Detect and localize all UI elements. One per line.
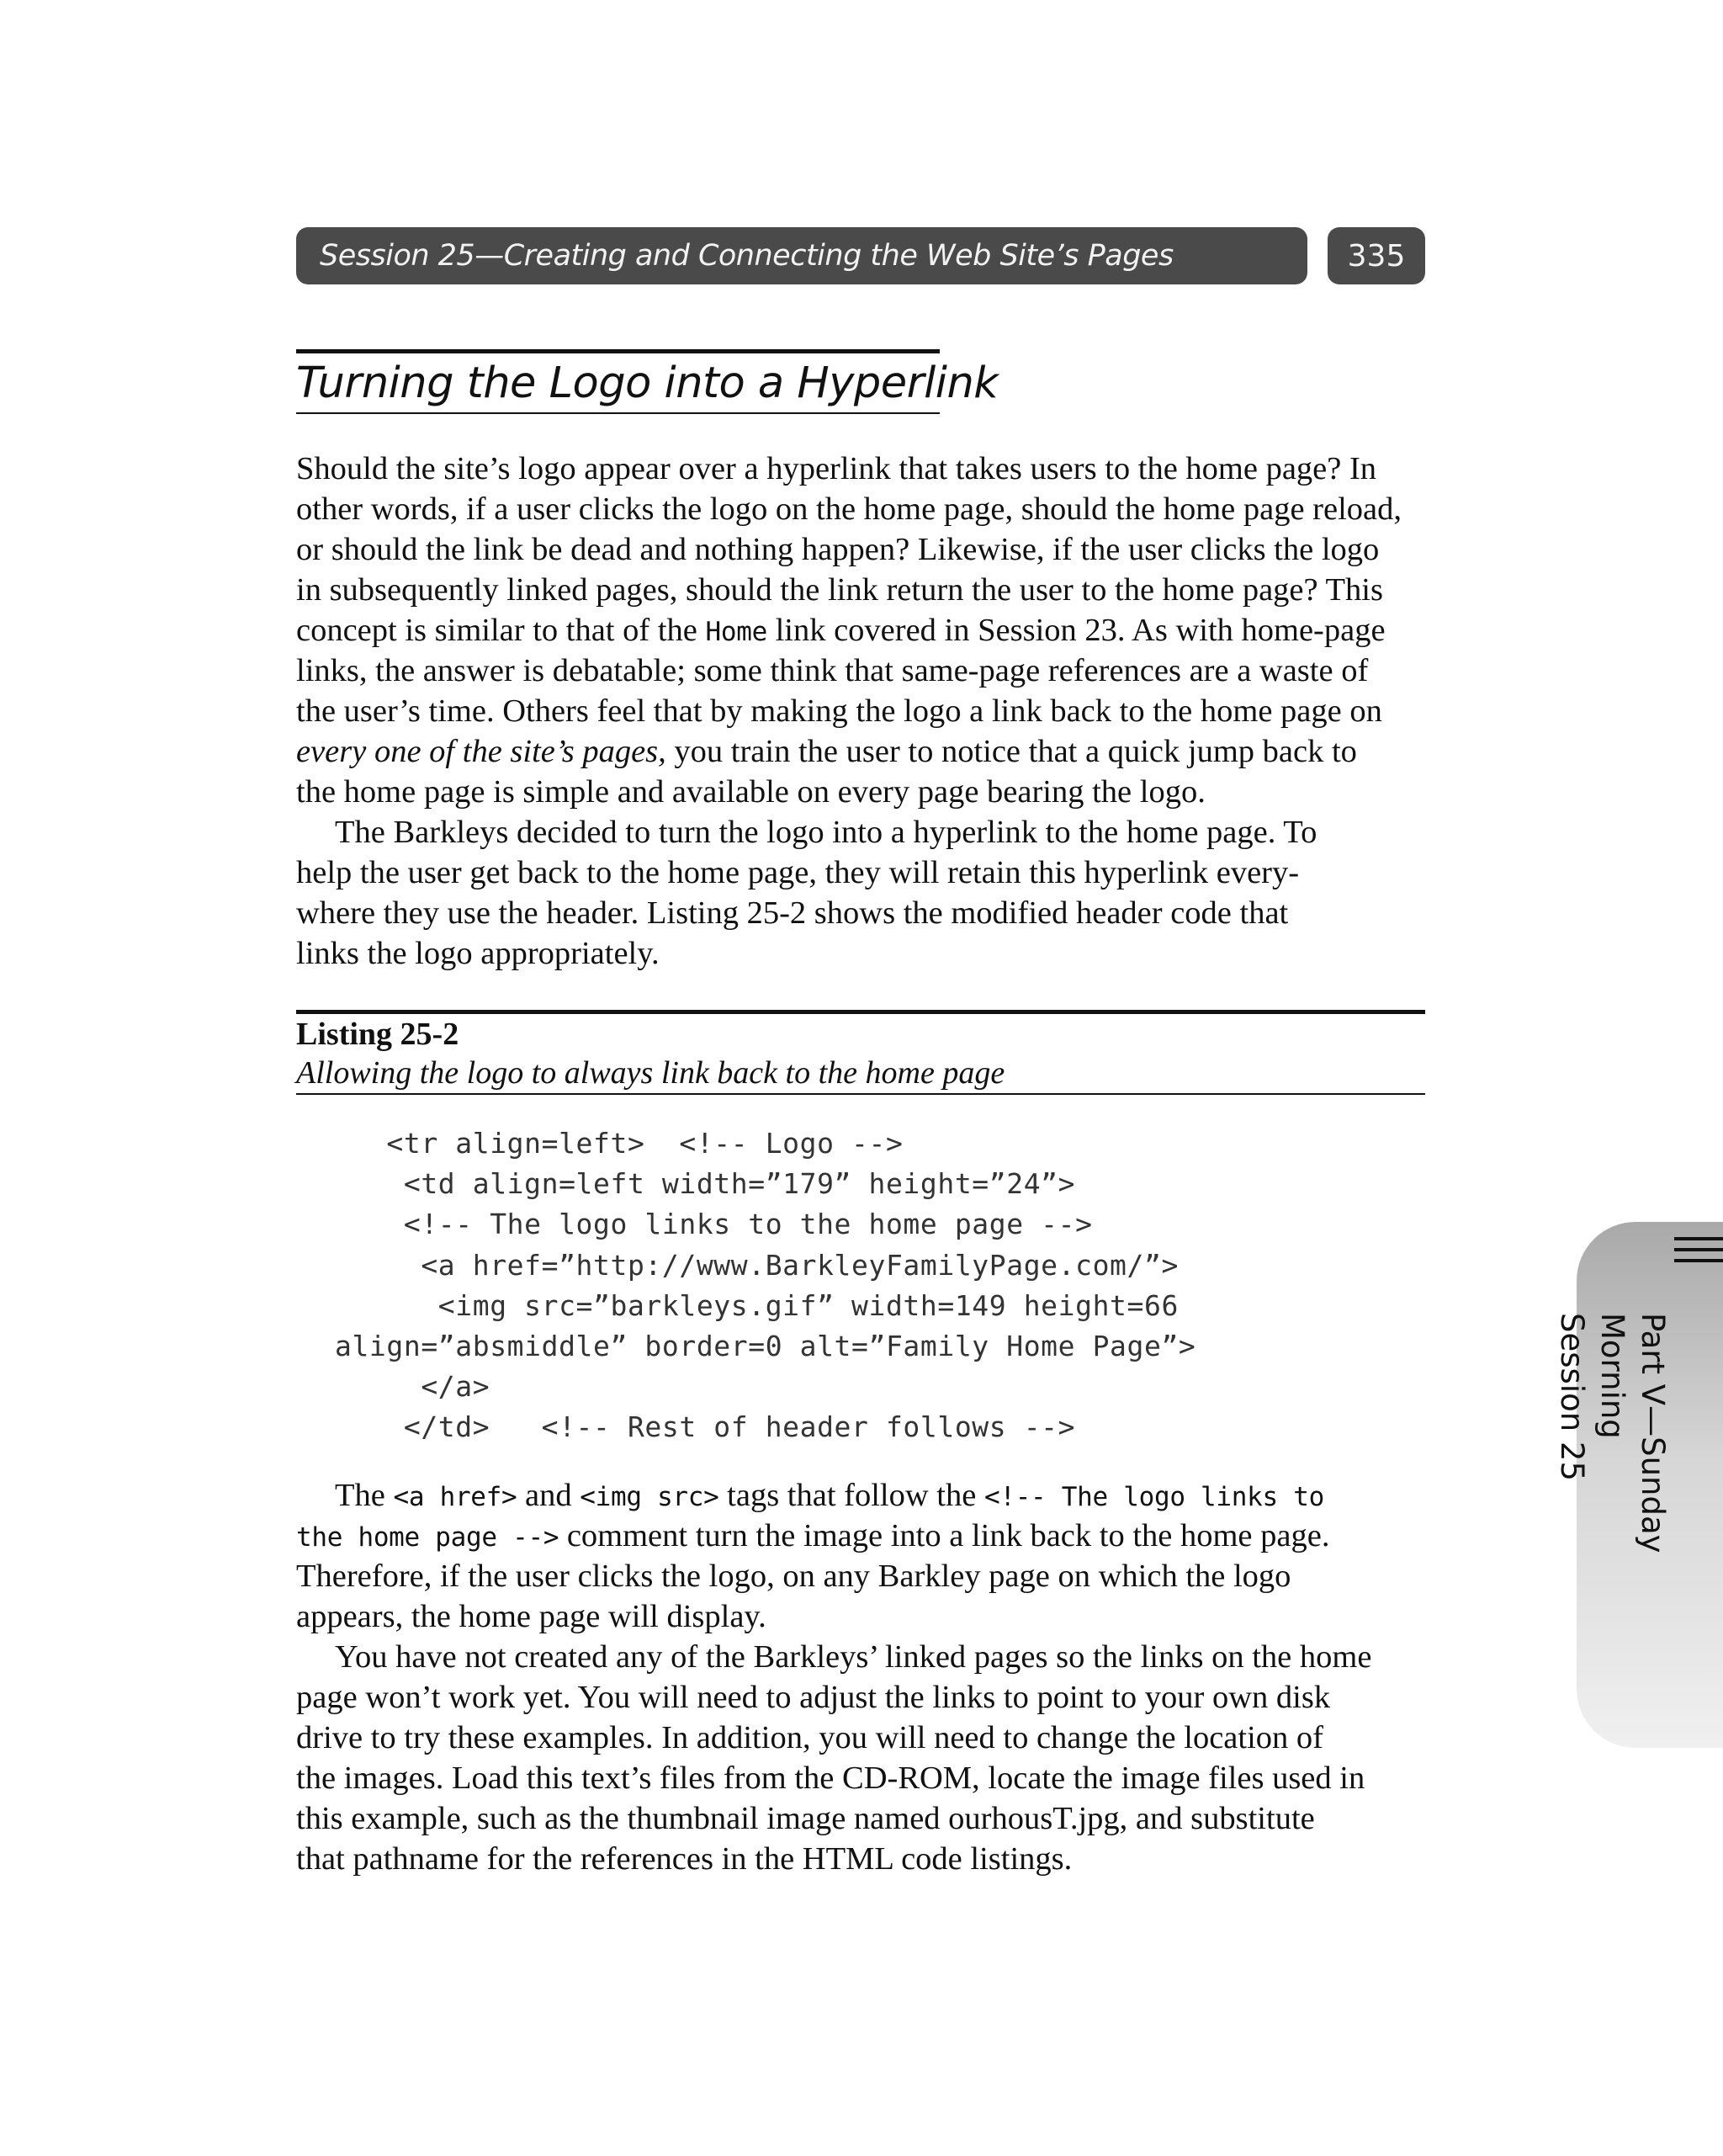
listing-caption: Allowing the logo to always link back to the home page (296, 1055, 1005, 1091)
text-line (296, 610, 1428, 651)
text-line (296, 731, 1428, 772)
text-run: tags that follow the (718, 1478, 984, 1513)
side-tab-session: Session 25 (1554, 1313, 1590, 1482)
code-line: align=”absmiddle” border=0 alt=”Family Home Page”> (335, 1329, 1196, 1362)
code-line: <!-- The logo links to the home page --> (335, 1208, 1093, 1241)
paragraph-4 (296, 1637, 1428, 1879)
text-line: or should the link be dead and nothing happen? Likewise, if the user clicks the logo (296, 532, 1380, 567)
text-line (296, 1475, 1428, 1516)
text-run: comment turn the image into a link back to the home page. (559, 1518, 1330, 1553)
section-title: Turning the Logo into a Hyperlink (296, 358, 999, 408)
code-line: <a href=”http://www.BarkleyFamilyPage.com/”> (335, 1248, 1179, 1282)
side-tab-rule (1674, 1248, 1723, 1251)
listing-top-rule (296, 1010, 1425, 1014)
text-line: the home page is simple and available on every page bearing the logo. (296, 774, 1206, 810)
text-line: in subsequently linked pages, should the link return the user to the home page? This (296, 572, 1383, 608)
paragraph-2 (296, 812, 1428, 974)
italic-text: every one of the site’s pages, (296, 734, 666, 769)
text-line: the images. Load this text’s files from the CD-ROM, locate the image files used in (296, 1760, 1365, 1796)
code-line: <img src=”barkleys.gif” width=149 height=66 (335, 1288, 1179, 1322)
text-line: drive to try these examples. In addition, you will need to change the location of (296, 1720, 1323, 1755)
text-line: the user’s time. Others feel that by making the logo a link back to the home page on (296, 693, 1382, 729)
running-header (296, 227, 1307, 284)
code-line: <tr align=left> <!-- Logo --> (335, 1127, 904, 1160)
paragraph-1 (296, 449, 1428, 812)
code-line: </a> (335, 1370, 490, 1404)
text-line (296, 1516, 1428, 1556)
code-listing (335, 1123, 1195, 1448)
text-line: Therefore, if the user clicks the logo, on any Barkley page on which the logo (296, 1559, 1291, 1594)
side-tab-part: Part V—Sunday Morning (1594, 1313, 1671, 1553)
text-run: The (335, 1478, 394, 1513)
text-line: help the user get back to the home page, they will retain this hyperlink every- (296, 855, 1300, 890)
text-line: The Barkleys decided to turn the logo into a hyperlink to the home page. To (335, 815, 1317, 850)
text-run: and (517, 1478, 581, 1513)
text-line: page won’t work yet. You will need to adjust the links to point to your own disk (296, 1680, 1331, 1715)
text-line: You have not created any of the Barkleys’ linked pages so the links on the home (335, 1639, 1372, 1675)
side-tab-label (1554, 1313, 1673, 1666)
text-run: concept is similar to that of the (296, 613, 706, 648)
text-line: other words, if a user clicks the logo on the home page, should the home page reload, (296, 491, 1402, 527)
text-line: this example, such as the thumbnail image named ourhousT.jpg, and substitute (296, 1801, 1315, 1836)
section-title-bottom-rule (296, 412, 940, 414)
text-line: where they use the header. Listing 25-2 shows the modified header code that (296, 895, 1289, 931)
inline-code: the home page --> (296, 1522, 559, 1553)
code-line: </td> <!-- Rest of header follows --> (335, 1410, 1076, 1444)
paragraph-3 (296, 1475, 1428, 1637)
inline-code: <a href> (393, 1482, 517, 1512)
page-number-text: 335 (1347, 238, 1406, 273)
running-header-title: Session 25—Creating and Connecting the Web Site’s Pages (320, 239, 1174, 273)
text-line: Should the site’s logo appear over a hyperlink that takes users to the home page? In (296, 451, 1377, 486)
side-tab-rules (1674, 1237, 1723, 1270)
inline-code: <img src> (580, 1482, 719, 1512)
text-run: link covered in Session 23. As with home-page (766, 613, 1386, 648)
inline-code: Home (705, 617, 767, 647)
listing-caption-rule (296, 1093, 1425, 1095)
section-title-top-rule (296, 349, 940, 353)
side-tab-rule (1674, 1237, 1723, 1240)
code-line: <td align=left width=”179” height=”24”> (335, 1167, 1076, 1201)
inline-code: <!-- The logo links to (983, 1482, 1324, 1512)
side-tab-rule (1674, 1259, 1723, 1262)
text-line: that pathname for the references in the HTML code listings. (296, 1841, 1073, 1877)
text-line: links, the answer is debatable; some think that same-page references are a waste of (296, 653, 1369, 688)
text-line: links the logo appropriately. (296, 936, 660, 971)
page-number (1328, 227, 1425, 284)
text-line: appears, the home page will display. (296, 1599, 766, 1634)
listing-label: Listing 25-2 (296, 1017, 459, 1052)
text-run: you train the user to notice that a quick jump back to (665, 734, 1357, 769)
